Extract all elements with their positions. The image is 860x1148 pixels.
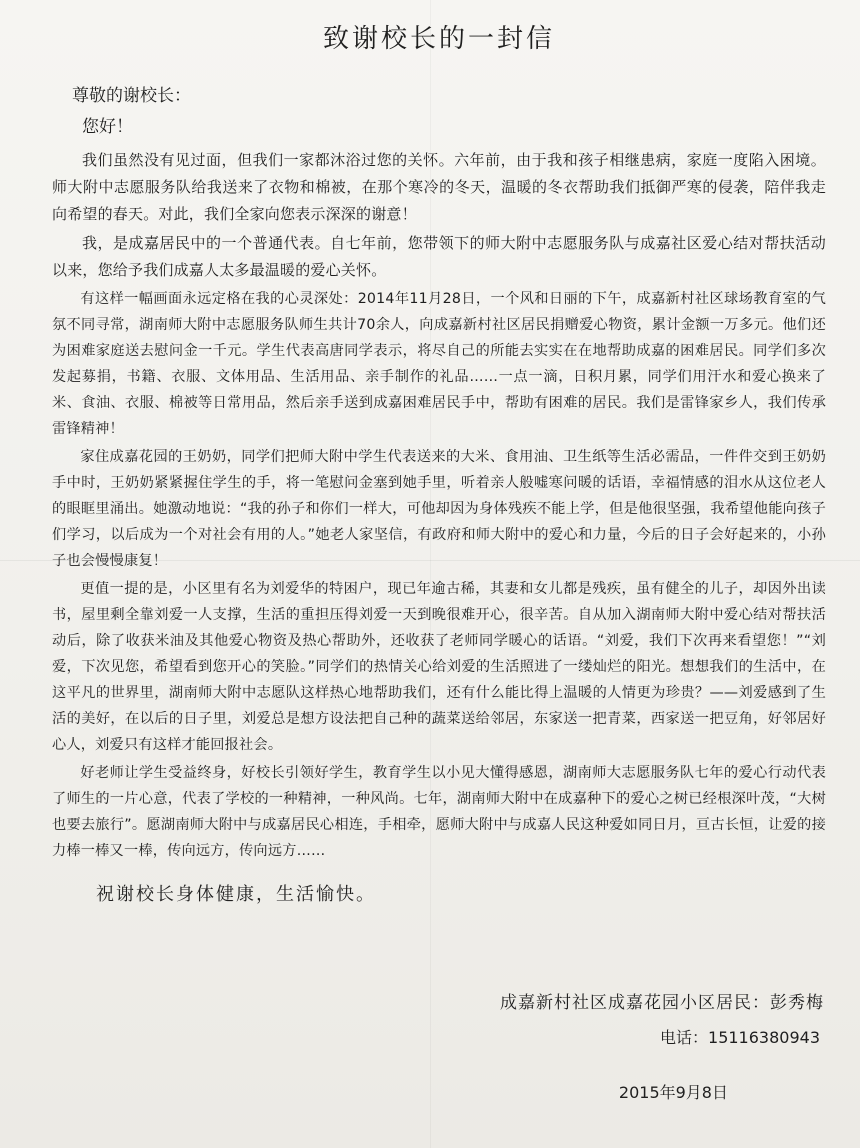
signature-block <box>500 988 824 1103</box>
letter-date: 2015年9月8日 <box>618 1083 728 1102</box>
phone-number: 电话：15116380943 <box>660 1028 820 1047</box>
closing-wishes: 祝谢校长身体健康，生活愉快。 <box>96 884 376 905</box>
salutation: 尊敬的谢校长： <box>72 86 191 106</box>
paragraph-praise: 好老师让学生受益终身，好校长引领好学生，教育学生以小见大懂得感恩，湖南师大志愿服务队七年的爱心行动代表了师生的一片心意，代表了学校的一种精神，一种风尚。七年，湖南师大附中在成嘉种下的爱心之树已经根深叶茂，“大树也要去旅行”。愿湖南师大附中与成嘉居民心相连，手相牵，愿师大附中与成嘉人民这种爱如同日月，亘古长恒，让爱的接力棒一棒又一棒，传向远方，传向远方…… <box>52 765 826 859</box>
paragraph-donation-event: 有这样一幅画面永远定格在我的心灵深处：2014年11月28日，一个风和日丽的下午，成嘉新村社区球场教育室的气氛不同寻常，湖南师大附中志愿服务队师生共计70余人，向成嘉新村社区居民捐赠爱心物资，累计金额一万多元。他们还为困难家庭送去慰问金一千元。学生代表高唐同学表示，将尽自己的所能去实实在在地帮助成嘉的困难居民。同学们多次发起募捐，书籍、衣服、文体用品、生活用品、亲手制作的礼品……一点一滴，日积月累，同学们用汗水和爱心换来了米、食油、衣服、棉被等日常用品，然后亲手送到成嘉困难居民手中，帮助有困难的居民。我们是雷锋家乡人，我们传承雷锋精神！ <box>52 291 826 437</box>
paragraph-thanks: 我们虽然没有见过面，但我们一家都沐浴过您的关怀。六年前，由于我和孩子相继患病，家庭一度陷入困境。师大附中志愿服务队给我送来了衣物和棉被，在那个寒冷的冬天，温暖的冬衣帮助我们抵御严寒的侵袭，陪伴我走向希望的春天。对此，我们全家向您表示深深的谢意！ <box>52 151 826 223</box>
paragraph-liu-story: 更值一提的是，小区里有名为刘爱华的特困户，现已年逾古稀，其妻和女儿都是残疾，虽有健全的儿子，却因外出读书，屋里剩全靠刘爱一人支撑，生活的重担压得刘爱一天到晚很难开心，很辛苦。自从加入湖南师大附中爱心结对帮扶活动后，除了收获米油及其他爱心物资及热心帮助外，还收获了老师同学暖心的话语。“刘爱，我们下次再来看望您！”“刘爱，下次见您，希望看到您开心的笑脸。”同学们的热情关心给刘爱的生活照进了一缕灿烂的阳光。想想我们的生活中，在这平凡的世界里，湖南师大附中志愿队这样热心地帮助我们，还有什么能比得上温暖的人情更为珍贵？——刘爱感到了生活的美好，在以后的日子里，刘爱总是想方设法把自己种的蔬菜送给邻居，东家送一把青菜，西家送一把豆角，好邻居好心人，刘爱只有这样才能回报社会。 <box>52 581 826 753</box>
paper-fold-line <box>430 0 431 1148</box>
greeting: 您好！ <box>82 117 133 137</box>
letter-title: 致谢校长的一封信 <box>322 24 555 54</box>
signer-name: 成嘉新村社区成嘉花园小区居民：彭秀梅 <box>500 993 824 1013</box>
paragraph-grandmother-story: 家住成嘉花园的王奶奶，同学们把师大附中学生代表送来的大米、食用油、卫生纸等生活必需品，一件件交到王奶奶手中时，王奶奶紧紧握住学生的手，将一笔慰问金塞到她手里，听着亲人般嘘寒问暖的话语，幸福情感的泪水从这位老人的眼眶里涌出。她激动地说：“我的孙子和你们一样大，可他却因为身体残疾不能上学，但是他很坚强，我希望他能向孩子们学习，以后成为一个对社会有用的人。”她老人家坚信，有政府和师大附中的爱心和力量，今后的日子会好起来的，小孙子也会慢慢康复！ <box>52 449 826 569</box>
paragraph-introduction: 我，是成嘉居民中的一个普通代表。自七年前，您带领下的师大附中志愿服务队与成嘉社区爱心结对帮扶活动以来，您给予我们成嘉人太多最温暖的爱心关怀。 <box>52 234 826 279</box>
